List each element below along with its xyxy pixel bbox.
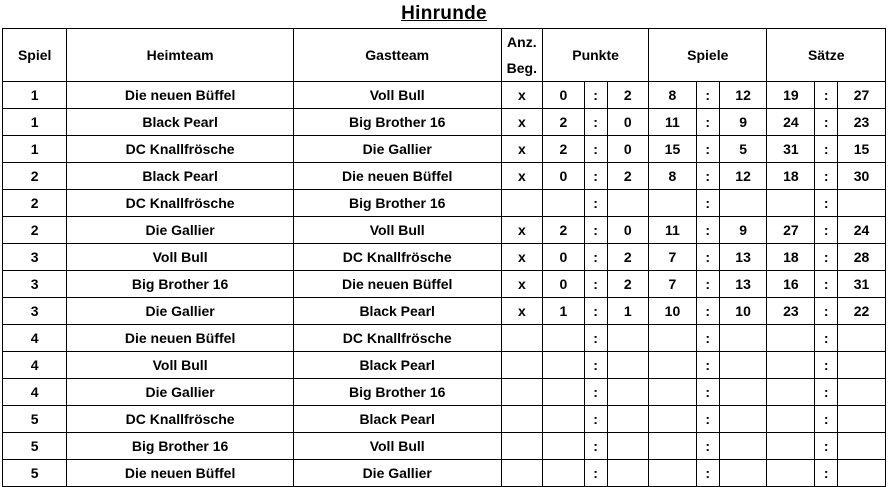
cell-spiele-separator: :: [696, 163, 719, 190]
cell-spiele-heim[interactable]: [649, 433, 697, 460]
cell-punkte-heim[interactable]: 0: [543, 163, 585, 190]
cell-heimteam: DC Knallfrösche: [67, 136, 293, 163]
cell-spiele-heim[interactable]: 7: [649, 271, 697, 298]
cell-punkte-separator: :: [584, 298, 607, 325]
cell-punkte-gast[interactable]: 2: [607, 163, 649, 190]
cell-heimteam: Big Brother 16: [67, 271, 293, 298]
cell-punkte-heim[interactable]: [543, 433, 585, 460]
table-row: [3, 217, 886, 244]
cell-punkte-separator: :: [584, 379, 607, 406]
cell-saetze-heim[interactable]: 19: [767, 82, 815, 109]
cell-punkte-gast[interactable]: 0: [607, 217, 649, 244]
cell-anz-beg[interactable]: [501, 190, 543, 217]
cell-saetze-gast[interactable]: [838, 325, 886, 352]
cell-saetze-heim[interactable]: 16: [767, 271, 815, 298]
cell-heimteam: Die neuen Büffel: [67, 325, 293, 352]
header-heimteam: Heimteam: [67, 29, 293, 82]
cell-spiele-heim[interactable]: [649, 190, 697, 217]
cell-punkte-gast[interactable]: [607, 406, 649, 433]
cell-heimteam: Die Gallier: [67, 217, 293, 244]
cell-heimteam: Die Gallier: [67, 379, 293, 406]
cell-punkte-heim[interactable]: 0: [543, 271, 585, 298]
cell-spiele-gast[interactable]: 12: [719, 82, 767, 109]
header-anz-beg: [501, 29, 543, 82]
cell-spiel: 1: [3, 109, 67, 136]
cell-spiele-separator: :: [696, 325, 719, 352]
cell-spiele-gast[interactable]: [719, 460, 767, 487]
cell-gastteam: Big Brother 16: [293, 109, 501, 136]
cell-saetze-separator: :: [815, 433, 838, 460]
cell-punkte-gast[interactable]: 1: [607, 298, 649, 325]
cell-saetze-gast[interactable]: 28: [838, 244, 886, 271]
cell-saetze-separator: :: [815, 460, 838, 487]
cell-spiele-separator: :: [696, 406, 719, 433]
cell-saetze-separator: :: [815, 244, 838, 271]
cell-spiele-gast[interactable]: [719, 379, 767, 406]
cell-spiele-heim[interactable]: [649, 325, 697, 352]
cell-saetze-heim[interactable]: [767, 352, 815, 379]
cell-spiele-heim[interactable]: 11: [649, 109, 697, 136]
cell-heimteam: DC Knallfrösche: [67, 406, 293, 433]
cell-spiele-separator: :: [696, 352, 719, 379]
header-spiele: Spiele: [649, 29, 767, 82]
cell-punkte-gast[interactable]: [607, 433, 649, 460]
cell-spiel: 3: [3, 244, 67, 271]
cell-spiele-separator: :: [696, 433, 719, 460]
cell-spiel: 2: [3, 163, 67, 190]
cell-saetze-separator: :: [815, 379, 838, 406]
cell-anz-beg[interactable]: [501, 379, 543, 406]
cell-saetze-gast[interactable]: 23: [838, 109, 886, 136]
table-header: [3, 29, 886, 82]
cell-spiele-gast[interactable]: [719, 406, 767, 433]
cell-saetze-separator: :: [815, 217, 838, 244]
cell-saetze-gast[interactable]: [838, 433, 886, 460]
cell-spiele-gast[interactable]: [719, 433, 767, 460]
cell-gastteam: Voll Bull: [293, 82, 501, 109]
cell-saetze-gast[interactable]: [838, 352, 886, 379]
cell-saetze-gast[interactable]: 31: [838, 271, 886, 298]
cell-punkte-separator: :: [584, 325, 607, 352]
cell-punkte-gast[interactable]: 2: [607, 82, 649, 109]
cell-spiel: 4: [3, 352, 67, 379]
cell-heimteam: Black Pearl: [67, 109, 293, 136]
cell-saetze-heim[interactable]: 23: [767, 298, 815, 325]
cell-punkte-gast[interactable]: [607, 190, 649, 217]
cell-heimteam: Voll Bull: [67, 244, 293, 271]
table-row: [3, 244, 886, 271]
cell-saetze-heim[interactable]: 18: [767, 244, 815, 271]
cell-spiele-heim[interactable]: 10: [649, 298, 697, 325]
page-title: Hinrunde: [401, 3, 487, 24]
cell-saetze-separator: :: [815, 298, 838, 325]
cell-punkte-heim[interactable]: [543, 406, 585, 433]
header-saetze: Sätze: [767, 29, 886, 82]
cell-saetze-gast[interactable]: 30: [838, 163, 886, 190]
cell-spiele-heim[interactable]: 11: [649, 217, 697, 244]
table-row: [3, 109, 886, 136]
cell-spiele-heim[interactable]: 15: [649, 136, 697, 163]
table-row: [3, 433, 886, 460]
cell-spiele-separator: :: [696, 271, 719, 298]
cell-heimteam: Big Brother 16: [67, 433, 293, 460]
cell-spiel: 3: [3, 271, 67, 298]
cell-spiele-heim[interactable]: [649, 352, 697, 379]
cell-anz-beg[interactable]: x: [501, 109, 543, 136]
cell-spiel: 4: [3, 325, 67, 352]
cell-punkte-heim[interactable]: [543, 460, 585, 487]
table-row: [3, 163, 886, 190]
cell-punkte-heim[interactable]: 0: [543, 82, 585, 109]
cell-spiel: 2: [3, 190, 67, 217]
header-anz-line2: Beg.: [506, 60, 537, 76]
cell-anz-beg[interactable]: x: [501, 136, 543, 163]
cell-spiel: 3: [3, 298, 67, 325]
cell-saetze-separator: :: [815, 325, 838, 352]
table-row: [3, 379, 886, 406]
cell-gastteam: Big Brother 16: [293, 190, 501, 217]
cell-punkte-gast[interactable]: [607, 379, 649, 406]
cell-punkte-gast[interactable]: 0: [607, 136, 649, 163]
cell-spiel: 2: [3, 217, 67, 244]
cell-punkte-separator: :: [584, 82, 607, 109]
cell-spiele-gast[interactable]: 13: [719, 244, 767, 271]
cell-gastteam: Voll Bull: [293, 433, 501, 460]
cell-saetze-gast[interactable]: 22: [838, 298, 886, 325]
cell-saetze-separator: :: [815, 352, 838, 379]
cell-saetze-gast[interactable]: 24: [838, 217, 886, 244]
cell-spiele-separator: :: [696, 82, 719, 109]
cell-spiel: 5: [3, 433, 67, 460]
cell-spiele-gast[interactable]: 10: [719, 298, 767, 325]
cell-saetze-gast[interactable]: [838, 460, 886, 487]
cell-anz-beg[interactable]: [501, 433, 543, 460]
cell-gastteam: Voll Bull: [293, 217, 501, 244]
cell-punkte-separator: :: [584, 190, 607, 217]
cell-gastteam: Die Gallier: [293, 460, 501, 487]
cell-saetze-separator: :: [815, 82, 838, 109]
cell-spiel: 1: [3, 82, 67, 109]
cell-saetze-heim[interactable]: [767, 190, 815, 217]
table-row: [3, 298, 886, 325]
cell-saetze-separator: :: [815, 406, 838, 433]
cell-anz-beg[interactable]: [501, 325, 543, 352]
cell-punkte-gast[interactable]: [607, 325, 649, 352]
cell-heimteam: Die neuen Büffel: [67, 82, 293, 109]
cell-anz-beg[interactable]: [501, 406, 543, 433]
cell-gastteam: Die Gallier: [293, 136, 501, 163]
header-spiel: Spiel: [3, 29, 67, 82]
cell-spiel: 5: [3, 460, 67, 487]
cell-gastteam: Die neuen Büffel: [293, 271, 501, 298]
cell-punkte-heim[interactable]: [543, 190, 585, 217]
cell-punkte-separator: :: [584, 136, 607, 163]
cell-gastteam: DC Knallfrösche: [293, 325, 501, 352]
cell-saetze-heim[interactable]: 31: [767, 136, 815, 163]
cell-punkte-gast[interactable]: 2: [607, 271, 649, 298]
cell-spiele-gast[interactable]: [719, 190, 767, 217]
cell-spiele-heim[interactable]: 8: [649, 82, 697, 109]
cell-gastteam: DC Knallfrösche: [293, 244, 501, 271]
cell-spiele-heim[interactable]: [649, 406, 697, 433]
cell-spiele-separator: :: [696, 190, 719, 217]
table-row: [3, 190, 886, 217]
cell-saetze-heim[interactable]: [767, 460, 815, 487]
cell-punkte-gast[interactable]: [607, 352, 649, 379]
header-row: [3, 29, 886, 82]
cell-spiele-gast[interactable]: [719, 325, 767, 352]
cell-heimteam: Voll Bull: [67, 352, 293, 379]
cell-spiele-gast[interactable]: 9: [719, 217, 767, 244]
cell-saetze-separator: :: [815, 136, 838, 163]
cell-punkte-heim[interactable]: 2: [543, 136, 585, 163]
cell-saetze-separator: :: [815, 190, 838, 217]
cell-saetze-gast[interactable]: 15: [838, 136, 886, 163]
table-row: [3, 406, 886, 433]
cell-spiele-gast[interactable]: [719, 352, 767, 379]
cell-heimteam: DC Knallfrösche: [67, 190, 293, 217]
cell-anz-beg[interactable]: [501, 352, 543, 379]
cell-punkte-separator: :: [584, 352, 607, 379]
cell-spiele-gast[interactable]: 13: [719, 271, 767, 298]
cell-punkte-separator: :: [584, 460, 607, 487]
cell-spiele-separator: :: [696, 136, 719, 163]
cell-saetze-heim[interactable]: [767, 433, 815, 460]
table-body: [3, 82, 886, 487]
cell-spiele-separator: :: [696, 244, 719, 271]
cell-saetze-heim[interactable]: 27: [767, 217, 815, 244]
cell-spiele-separator: :: [696, 379, 719, 406]
cell-punkte-separator: :: [584, 406, 607, 433]
schedule-table: [2, 28, 886, 487]
cell-heimteam: Die neuen Büffel: [67, 460, 293, 487]
header-gastteam: Gastteam: [293, 29, 501, 82]
cell-spiele-separator: :: [696, 298, 719, 325]
cell-spiele-gast[interactable]: 9: [719, 109, 767, 136]
cell-saetze-heim[interactable]: 24: [767, 109, 815, 136]
cell-anz-beg[interactable]: x: [501, 271, 543, 298]
cell-spiele-gast[interactable]: 12: [719, 163, 767, 190]
cell-punkte-separator: :: [584, 433, 607, 460]
cell-punkte-heim[interactable]: [543, 325, 585, 352]
cell-punkte-gast[interactable]: 2: [607, 244, 649, 271]
cell-heimteam: Die Gallier: [67, 298, 293, 325]
cell-anz-beg[interactable]: x: [501, 82, 543, 109]
cell-gastteam: Black Pearl: [293, 298, 501, 325]
table-row: [3, 136, 886, 163]
cell-punkte-separator: :: [584, 109, 607, 136]
cell-spiele-separator: :: [696, 109, 719, 136]
cell-saetze-separator: :: [815, 271, 838, 298]
cell-saetze-gast[interactable]: 27: [838, 82, 886, 109]
cell-anz-beg[interactable]: x: [501, 217, 543, 244]
cell-saetze-heim[interactable]: 18: [767, 163, 815, 190]
table-row: [3, 325, 886, 352]
cell-punkte-heim[interactable]: [543, 352, 585, 379]
cell-gastteam: Black Pearl: [293, 352, 501, 379]
cell-spiele-separator: :: [696, 217, 719, 244]
cell-punkte-gast[interactable]: 0: [607, 109, 649, 136]
cell-anz-beg[interactable]: [501, 460, 543, 487]
header-punkte: Punkte: [543, 29, 649, 82]
cell-spiele-separator: :: [696, 460, 719, 487]
cell-saetze-gast[interactable]: [838, 190, 886, 217]
cell-anz-beg[interactable]: x: [501, 163, 543, 190]
table-row: [3, 460, 886, 487]
cell-heimteam: Black Pearl: [67, 163, 293, 190]
cell-spiele-gast[interactable]: 5: [719, 136, 767, 163]
cell-punkte-heim[interactable]: 2: [543, 217, 585, 244]
cell-punkte-separator: :: [584, 244, 607, 271]
cell-punkte-separator: :: [584, 217, 607, 244]
cell-punkte-separator: :: [584, 163, 607, 190]
cell-gastteam: Die neuen Büffel: [293, 163, 501, 190]
cell-spiel: 4: [3, 379, 67, 406]
cell-punkte-heim[interactable]: 2: [543, 109, 585, 136]
table-row: [3, 82, 886, 109]
cell-spiele-heim[interactable]: [649, 379, 697, 406]
cell-saetze-gast[interactable]: [838, 379, 886, 406]
cell-saetze-heim[interactable]: [767, 406, 815, 433]
cell-punkte-separator: :: [584, 271, 607, 298]
cell-punkte-heim[interactable]: [543, 379, 585, 406]
cell-spiel: 1: [3, 136, 67, 163]
cell-spiele-heim[interactable]: 7: [649, 244, 697, 271]
cell-saetze-separator: :: [815, 163, 838, 190]
cell-saetze-heim[interactable]: [767, 325, 815, 352]
cell-punkte-gast[interactable]: [607, 460, 649, 487]
table-row: [3, 352, 886, 379]
cell-spiele-heim[interactable]: [649, 460, 697, 487]
cell-saetze-gast[interactable]: [838, 406, 886, 433]
cell-gastteam: Big Brother 16: [293, 379, 501, 406]
cell-punkte-heim[interactable]: 1: [543, 298, 585, 325]
title-row: [0, 0, 888, 28]
table-row: [3, 271, 886, 298]
cell-anz-beg[interactable]: x: [501, 244, 543, 271]
cell-saetze-separator: :: [815, 109, 838, 136]
header-anz-line1: Anz.: [507, 34, 537, 50]
cell-gastteam: Black Pearl: [293, 406, 501, 433]
cell-punkte-heim[interactable]: 0: [543, 244, 585, 271]
cell-spiele-heim[interactable]: 8: [649, 163, 697, 190]
cell-spiel: 5: [3, 406, 67, 433]
cell-saetze-heim[interactable]: [767, 379, 815, 406]
cell-anz-beg[interactable]: x: [501, 298, 543, 325]
